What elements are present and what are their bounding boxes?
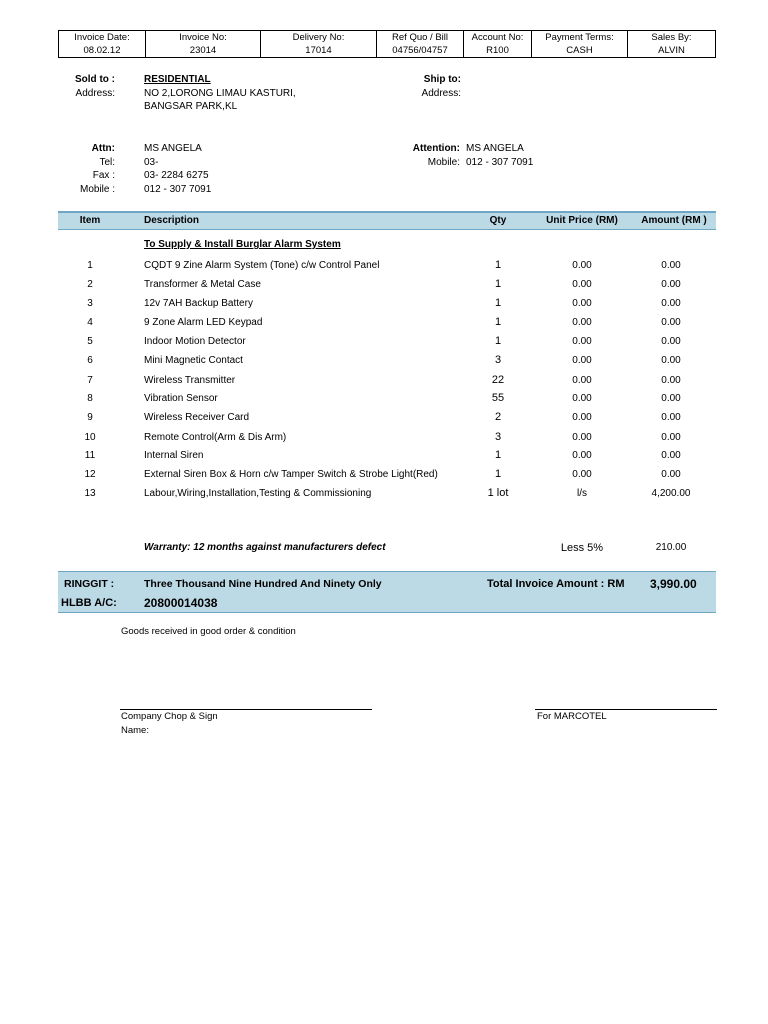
row-amount: 0.00: [661, 260, 681, 271]
table-row: [58, 257, 716, 276]
mobile-value: 012 - 307 7091: [144, 184, 212, 195]
invoice-no-label: Invoice No:: [179, 32, 227, 43]
row-amount: 0.00: [661, 355, 681, 366]
row-amount: 0.00: [661, 336, 681, 347]
row-unit-price: 0.00: [572, 412, 592, 423]
row-qty: 2: [494, 411, 502, 423]
row-qty: 1: [494, 468, 502, 480]
row-amount: 0.00: [661, 298, 681, 309]
company-chop-label: Company Chop & Sign: [121, 711, 218, 722]
section-title: To Supply & Install Burglar Alarm System: [144, 239, 341, 250]
row-item-no: 1: [87, 260, 93, 271]
table-row: [58, 409, 716, 428]
row-unit-price: 0.00: [572, 393, 592, 404]
table-row: [58, 429, 716, 448]
header-item: Item: [79, 215, 101, 226]
row-unit-price: 0.00: [572, 450, 592, 461]
row-qty: 55: [491, 392, 505, 404]
row-description: Remote Control(Arm & Dis Arm): [144, 432, 287, 443]
bank-account: 20800014038: [144, 596, 218, 610]
marcotel-signature-line: [535, 709, 717, 710]
table-row: [58, 276, 716, 295]
row-item-no: 6: [87, 355, 93, 366]
attn-label: Attn:: [91, 143, 115, 154]
row-item-no: 10: [84, 432, 96, 443]
discount-amount: 210.00: [655, 542, 687, 553]
attn-value: MS ANGELA: [144, 143, 202, 154]
row-qty: 22: [491, 374, 505, 386]
warranty-note: [144, 542, 386, 553]
row-unit-price: l/s: [577, 488, 587, 499]
fax-value: 03- 2284 6275: [144, 170, 209, 181]
table-row: [58, 295, 716, 314]
table-row: [58, 372, 716, 391]
invoice-no-cell: [146, 31, 261, 57]
total-amount: 3,990.00: [650, 577, 697, 591]
row-amount: 0.00: [661, 412, 681, 423]
row-qty: 1 lot: [487, 487, 509, 499]
attention-value: MS ANGELA: [466, 143, 524, 154]
row-unit-price: 0.00: [572, 336, 592, 347]
ship-to-label: Ship to:: [423, 74, 461, 85]
row-unit-price: 0.00: [572, 260, 592, 271]
row-item-no: 5: [87, 336, 93, 347]
delivery-no-value: 17014: [305, 45, 332, 56]
row-description: 12v 7AH Backup Battery: [144, 298, 253, 309]
mobile2-value: 012 - 307 7091: [466, 157, 534, 168]
row-item-no: 9: [87, 412, 93, 423]
name-label: Name:: [121, 725, 149, 736]
payment-terms-value: CASH: [566, 45, 593, 56]
row-description: External Siren Box & Horn c/w Tamper Switch & Strobe Light(Red): [144, 469, 438, 480]
row-item-no: 8: [87, 393, 93, 404]
header-unit-price: Unit Price (RM): [546, 215, 618, 226]
payment-terms-label: Payment Terms:: [545, 32, 614, 43]
row-amount: 0.00: [661, 279, 681, 290]
row-qty: 3: [494, 354, 502, 366]
row-amount: 0.00: [661, 393, 681, 404]
payment-terms-cell: [532, 31, 628, 57]
row-amount: 4,200.00: [651, 488, 691, 499]
row-unit-price: 0.00: [572, 469, 592, 480]
delivery-no-label: Delivery No:: [292, 32, 345, 43]
sales-by-cell: [628, 31, 715, 57]
row-amount: 0.00: [661, 432, 681, 443]
sold-to-label: Sold to :: [75, 74, 115, 85]
row-unit-price: 0.00: [572, 355, 592, 366]
items-table-header: [58, 211, 716, 230]
tel-label: Tel:: [99, 157, 115, 168]
row-description: Labour,Wiring,Installation,Testing & Commissioning: [144, 488, 372, 499]
fax-label: Fax :: [92, 170, 115, 181]
ringgit-label: RINGGIT :: [64, 578, 115, 590]
row-qty: 1: [494, 335, 502, 347]
row-qty: 1: [494, 449, 502, 461]
row-description: Mini Magnetic Contact: [144, 355, 243, 366]
row-description: Wireless Transmitter: [144, 375, 236, 386]
invoice-no-value: 23014: [189, 45, 217, 56]
row-qty: 1: [494, 316, 502, 328]
row-amount: 0.00: [661, 317, 681, 328]
mobile2-label: Mobile:: [427, 157, 460, 168]
ref-quo-cell: [377, 31, 464, 57]
row-item-no: 2: [87, 279, 93, 290]
row-item-no: 13: [84, 488, 96, 499]
sales-by-label: Sales By:: [651, 32, 692, 43]
header-qty: Qty: [489, 215, 507, 226]
ref-quo-value: 04756/04757: [392, 45, 448, 56]
invoice-date-label: Invoice Date:: [74, 32, 130, 43]
table-row: [58, 390, 716, 409]
warranty-text: : 12 months against manufacturers defect: [187, 542, 386, 553]
header-description: Description: [144, 215, 200, 226]
account-no-cell: [464, 31, 532, 57]
row-unit-price: 0.00: [572, 375, 592, 386]
bank-label: HLBB A/C:: [61, 597, 117, 609]
header-amount: Amount (RM ): [641, 215, 707, 226]
warranty-label: Warranty: [144, 542, 188, 553]
table-row: [58, 333, 716, 352]
row-description: Internal Siren: [144, 450, 204, 461]
tel-value: 03-: [144, 157, 159, 168]
row-amount: 0.00: [661, 375, 681, 386]
total-label: Total Invoice Amount : RM: [487, 578, 625, 590]
account-no-value: R100: [486, 45, 509, 56]
delivery-no-cell: [261, 31, 377, 57]
invoice-date-value: 08.02.12: [83, 45, 121, 56]
row-item-no: 11: [84, 450, 96, 461]
ref-quo-label: Ref Quo / Bill: [392, 32, 448, 43]
row-unit-price: 0.00: [572, 432, 592, 443]
row-description: 9 Zone Alarm LED Keypad: [144, 317, 263, 328]
row-description: Vibration Sensor: [144, 393, 218, 404]
row-unit-price: 0.00: [572, 317, 592, 328]
row-qty: 3: [494, 431, 502, 443]
row-amount: 0.00: [661, 469, 681, 480]
table-row: [58, 352, 716, 371]
row-item-no: 4: [87, 317, 93, 328]
row-item-no: 12: [84, 469, 96, 480]
sold-to-name: RESIDENTIAL: [144, 74, 211, 85]
sales-by-value: ALVIN: [658, 45, 685, 56]
row-description: Wireless Receiver Card: [144, 412, 250, 423]
table-row: [58, 447, 716, 466]
for-marcotel-label: For MARCOTEL: [537, 711, 607, 722]
attention-label: Attention:: [412, 143, 460, 154]
table-row: [58, 466, 716, 485]
sold-to-address-label: Address:: [75, 88, 115, 99]
row-item-no: 3: [87, 298, 93, 309]
row-unit-price: 0.00: [572, 279, 592, 290]
ship-to-address-label: Address:: [421, 88, 461, 99]
row-qty: 1: [494, 297, 502, 309]
row-amount: 0.00: [661, 450, 681, 461]
row-description: Indoor Motion Detector: [144, 336, 246, 347]
sold-to-address-line1: NO 2,LORONG LIMAU KASTURI,: [144, 88, 296, 99]
table-row: [58, 485, 716, 504]
discount-label: Less 5%: [560, 542, 604, 554]
row-description: CQDT 9 Zine Alarm System (Tone) c/w Control Panel: [144, 260, 380, 271]
goods-received-note: Goods received in good order & condition: [121, 626, 296, 637]
mobile-label: Mobile :: [79, 184, 115, 195]
invoice-header-table: [58, 30, 716, 58]
row-qty: 1: [494, 259, 502, 271]
invoice-date-cell: [59, 31, 146, 57]
row-qty: 1: [494, 278, 502, 290]
row-item-no: 7: [87, 375, 93, 386]
chop-signature-line: [120, 709, 372, 710]
row-description: Transformer & Metal Case: [144, 279, 261, 290]
ringgit-words: Three Thousand Nine Hundred And Ninety Only: [144, 578, 382, 590]
total-band: [58, 571, 716, 613]
sold-to-address-line2: BANGSAR PARK,KL: [144, 101, 238, 112]
row-unit-price: 0.00: [572, 298, 592, 309]
table-row: [58, 314, 716, 333]
account-no-label: Account No:: [471, 32, 524, 43]
